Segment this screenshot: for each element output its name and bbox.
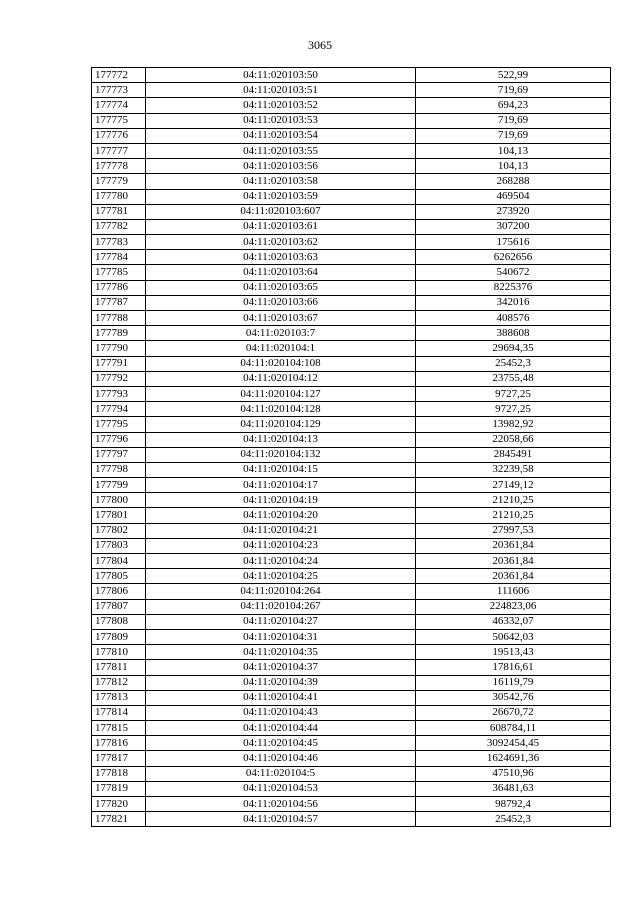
cadastral-number-cell: 04:11:020104:21	[146, 523, 416, 538]
value-cell: 46332,07	[416, 614, 611, 629]
value-cell: 111606	[416, 584, 611, 599]
table-row	[92, 113, 611, 128]
row-number-cell: 177821	[92, 812, 146, 827]
table-row	[92, 83, 611, 98]
table-row	[92, 341, 611, 356]
value-cell: 224823,06	[416, 599, 611, 614]
value-cell: 104,13	[416, 143, 611, 158]
cadastral-number-cell: 04:11:020104:56	[146, 797, 416, 812]
table-row	[92, 386, 611, 401]
row-number-cell: 177818	[92, 766, 146, 781]
value-cell: 16119,79	[416, 675, 611, 690]
row-number-cell: 177788	[92, 311, 146, 326]
table-row	[92, 128, 611, 143]
table-row	[92, 250, 611, 265]
cadastral-number-cell: 04:11:020103:62	[146, 235, 416, 250]
value-cell: 27997,53	[416, 523, 611, 538]
cadastral-number-cell: 04:11:020103:52	[146, 98, 416, 113]
table-row	[92, 159, 611, 174]
row-number-cell: 177802	[92, 523, 146, 538]
table-row	[92, 432, 611, 447]
table-row	[92, 311, 611, 326]
value-cell: 19513,43	[416, 645, 611, 660]
table-row	[92, 417, 611, 432]
value-cell: 104,13	[416, 159, 611, 174]
value-cell: 21210,25	[416, 508, 611, 523]
value-cell: 23755,48	[416, 371, 611, 386]
table-row	[92, 614, 611, 629]
table-row	[92, 493, 611, 508]
table-row	[92, 690, 611, 705]
cadastral-number-cell: 04:11:020104:264	[146, 584, 416, 599]
table-row	[92, 797, 611, 812]
cadastral-number-cell: 04:11:020104:267	[146, 599, 416, 614]
row-number-cell: 177794	[92, 402, 146, 417]
cadastral-number-cell: 04:11:020104:128	[146, 402, 416, 417]
cadastral-number-cell: 04:11:020103:59	[146, 189, 416, 204]
row-number-cell: 177817	[92, 751, 146, 766]
table-row	[92, 356, 611, 371]
table-row	[92, 371, 611, 386]
table-row	[92, 629, 611, 644]
cadastral-number-cell: 04:11:020104:53	[146, 781, 416, 796]
value-cell: 522,99	[416, 68, 611, 83]
cadastral-number-cell: 04:11:020104:41	[146, 690, 416, 705]
value-cell: 50642,03	[416, 629, 611, 644]
value-cell: 8225376	[416, 280, 611, 295]
row-number-cell: 177789	[92, 326, 146, 341]
cadastral-number-cell: 04:11:020103:65	[146, 280, 416, 295]
cadastral-number-cell: 04:11:020104:5	[146, 766, 416, 781]
cadastral-number-cell: 04:11:020104:108	[146, 356, 416, 371]
value-cell: 13982,92	[416, 417, 611, 432]
row-number-cell: 177803	[92, 538, 146, 553]
value-cell: 17816,61	[416, 660, 611, 675]
table-row	[92, 204, 611, 219]
table-row	[92, 538, 611, 553]
value-cell: 6262656	[416, 250, 611, 265]
cadastral-number-cell: 04:11:020104:13	[146, 432, 416, 447]
row-number-cell: 177809	[92, 629, 146, 644]
cadastral-number-cell: 04:11:020103:64	[146, 265, 416, 280]
value-cell: 98792,4	[416, 797, 611, 812]
cadastral-value-table	[91, 67, 611, 827]
row-number-cell: 177775	[92, 113, 146, 128]
value-cell: 26670,72	[416, 705, 611, 720]
value-cell: 268288	[416, 174, 611, 189]
table-row	[92, 462, 611, 477]
table-row	[92, 554, 611, 569]
cadastral-number-cell: 04:11:020104:127	[146, 386, 416, 401]
table-row	[92, 736, 611, 751]
cadastral-number-cell: 04:11:020103:50	[146, 68, 416, 83]
value-cell: 540672	[416, 265, 611, 280]
value-cell: 22058,66	[416, 432, 611, 447]
table-row	[92, 68, 611, 83]
value-cell: 30542,76	[416, 690, 611, 705]
value-cell: 307200	[416, 219, 611, 234]
table-row	[92, 265, 611, 280]
row-number-cell: 177816	[92, 736, 146, 751]
row-number-cell: 177808	[92, 614, 146, 629]
row-number-cell: 177801	[92, 508, 146, 523]
value-cell: 2845491	[416, 447, 611, 462]
cadastral-number-cell: 04:11:020104:24	[146, 554, 416, 569]
cadastral-number-cell: 04:11:020104:44	[146, 721, 416, 736]
value-cell: 9727,25	[416, 386, 611, 401]
row-number-cell: 177777	[92, 143, 146, 158]
cadastral-number-cell: 04:11:020104:43	[146, 705, 416, 720]
cadastral-number-cell: 04:11:020103:63	[146, 250, 416, 265]
row-number-cell: 177784	[92, 250, 146, 265]
value-cell: 175616	[416, 235, 611, 250]
value-cell: 27149,12	[416, 478, 611, 493]
value-cell: 20361,84	[416, 538, 611, 553]
row-number-cell: 177800	[92, 493, 146, 508]
cadastral-number-cell: 04:11:020104:129	[146, 417, 416, 432]
cadastral-number-cell: 04:11:020103:51	[146, 83, 416, 98]
cadastral-number-cell: 04:11:020103:66	[146, 295, 416, 310]
row-number-cell: 177814	[92, 705, 146, 720]
row-number-cell: 177774	[92, 98, 146, 113]
table-row	[92, 675, 611, 690]
value-cell: 9727,25	[416, 402, 611, 417]
value-cell: 21210,25	[416, 493, 611, 508]
row-number-cell: 177780	[92, 189, 146, 204]
row-number-cell: 177781	[92, 204, 146, 219]
cadastral-number-cell: 04:11:020104:17	[146, 478, 416, 493]
value-cell: 408576	[416, 311, 611, 326]
value-cell: 719,69	[416, 83, 611, 98]
value-cell: 719,69	[416, 128, 611, 143]
table-row	[92, 326, 611, 341]
row-number-cell: 177795	[92, 417, 146, 432]
row-number-cell: 177787	[92, 295, 146, 310]
table-row	[92, 721, 611, 736]
row-number-cell: 177792	[92, 371, 146, 386]
row-number-cell: 177813	[92, 690, 146, 705]
page-number: 3065	[308, 38, 332, 52]
cadastral-number-cell: 04:11:020104:37	[146, 660, 416, 675]
table-row	[92, 766, 611, 781]
value-cell: 719,69	[416, 113, 611, 128]
cadastral-number-cell: 04:11:020104:45	[146, 736, 416, 751]
row-number-cell: 177796	[92, 432, 146, 447]
row-number-cell: 177790	[92, 341, 146, 356]
row-number-cell: 177773	[92, 83, 146, 98]
row-number-cell: 177820	[92, 797, 146, 812]
cadastral-number-cell: 04:11:020104:1	[146, 341, 416, 356]
value-cell: 32239,58	[416, 462, 611, 477]
table-row	[92, 508, 611, 523]
value-cell: 342016	[416, 295, 611, 310]
cadastral-number-cell: 04:11:020103:53	[146, 113, 416, 128]
value-cell: 1624691,36	[416, 751, 611, 766]
table-row	[92, 189, 611, 204]
cadastral-number-cell: 04:11:020103:56	[146, 159, 416, 174]
value-cell: 3092454,45	[416, 736, 611, 751]
cadastral-number-cell: 04:11:020104:46	[146, 751, 416, 766]
value-cell: 20361,84	[416, 554, 611, 569]
table-row	[92, 751, 611, 766]
row-number-cell: 177772	[92, 68, 146, 83]
row-number-cell: 177812	[92, 675, 146, 690]
row-number-cell: 177819	[92, 781, 146, 796]
cadastral-number-cell: 04:11:020104:23	[146, 538, 416, 553]
value-cell: 25452,3	[416, 812, 611, 827]
value-cell: 388608	[416, 326, 611, 341]
row-number-cell: 177783	[92, 235, 146, 250]
table-row	[92, 599, 611, 614]
row-number-cell: 177797	[92, 447, 146, 462]
table-row	[92, 569, 611, 584]
row-number-cell: 177785	[92, 265, 146, 280]
cadastral-number-cell: 04:11:020104:31	[146, 629, 416, 644]
table-row	[92, 174, 611, 189]
row-number-cell: 177811	[92, 660, 146, 675]
cadastral-number-cell: 04:11:020104:35	[146, 645, 416, 660]
row-number-cell: 177805	[92, 569, 146, 584]
table-row	[92, 705, 611, 720]
cadastral-number-cell: 04:11:020104:20	[146, 508, 416, 523]
table-body	[92, 68, 611, 827]
value-cell: 608784,11	[416, 721, 611, 736]
table-row	[92, 447, 611, 462]
cadastral-number-cell: 04:11:020104:27	[146, 614, 416, 629]
table-row	[92, 98, 611, 113]
cadastral-number-cell: 04:11:020104:15	[146, 462, 416, 477]
cadastral-number-cell: 04:11:020103:61	[146, 219, 416, 234]
row-number-cell: 177810	[92, 645, 146, 660]
row-number-cell: 177779	[92, 174, 146, 189]
value-cell: 36481,63	[416, 781, 611, 796]
cadastral-number-cell: 04:11:020103:607	[146, 204, 416, 219]
value-cell: 694,23	[416, 98, 611, 113]
table-row	[92, 523, 611, 538]
table-row	[92, 143, 611, 158]
table-row	[92, 235, 611, 250]
value-cell: 47510,96	[416, 766, 611, 781]
cadastral-number-cell: 04:11:020103:67	[146, 311, 416, 326]
row-number-cell: 177776	[92, 128, 146, 143]
cadastral-number-cell: 04:11:020103:54	[146, 128, 416, 143]
table-row	[92, 645, 611, 660]
table-row	[92, 660, 611, 675]
table-row	[92, 219, 611, 234]
row-number-cell: 177791	[92, 356, 146, 371]
row-number-cell: 177786	[92, 280, 146, 295]
table-row	[92, 280, 611, 295]
cadastral-number-cell: 04:11:020104:57	[146, 812, 416, 827]
cadastral-number-cell: 04:11:020104:25	[146, 569, 416, 584]
table-row	[92, 812, 611, 827]
row-number-cell: 177807	[92, 599, 146, 614]
cadastral-number-cell: 04:11:020104:132	[146, 447, 416, 462]
value-cell: 469504	[416, 189, 611, 204]
row-number-cell: 177799	[92, 478, 146, 493]
cadastral-number-cell: 04:11:020103:58	[146, 174, 416, 189]
value-cell: 29694,35	[416, 341, 611, 356]
row-number-cell: 177806	[92, 584, 146, 599]
cadastral-number-cell: 04:11:020104:12	[146, 371, 416, 386]
row-number-cell: 177798	[92, 462, 146, 477]
cadastral-number-cell: 04:11:020103:55	[146, 143, 416, 158]
table-row	[92, 478, 611, 493]
value-cell: 25452,3	[416, 356, 611, 371]
cadastral-number-cell: 04:11:020104:19	[146, 493, 416, 508]
table-row	[92, 584, 611, 599]
table-row	[92, 402, 611, 417]
value-cell: 20361,84	[416, 569, 611, 584]
cadastral-number-cell: 04:11:020103:7	[146, 326, 416, 341]
row-number-cell: 177782	[92, 219, 146, 234]
table-row	[92, 781, 611, 796]
table-row	[92, 295, 611, 310]
row-number-cell: 177778	[92, 159, 146, 174]
row-number-cell: 177815	[92, 721, 146, 736]
cadastral-number-cell: 04:11:020104:39	[146, 675, 416, 690]
value-cell: 273920	[416, 204, 611, 219]
row-number-cell: 177793	[92, 386, 146, 401]
row-number-cell: 177804	[92, 554, 146, 569]
